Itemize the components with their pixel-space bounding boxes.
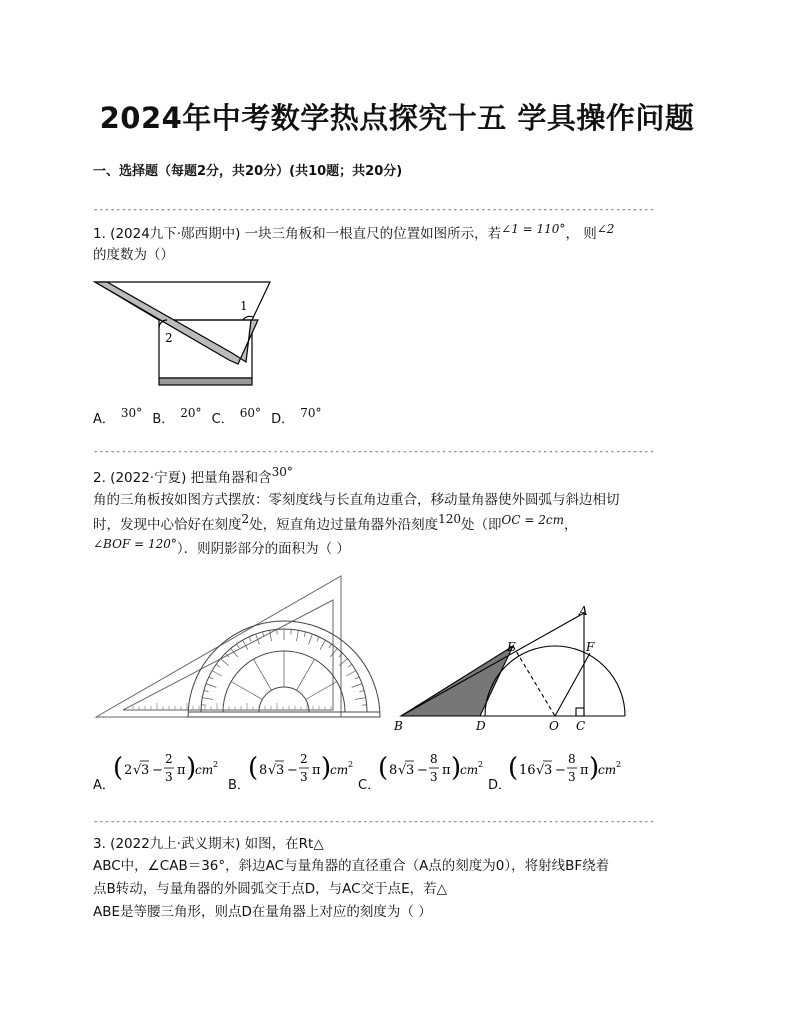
q1-figure xyxy=(93,280,273,390)
fraction-denominator: 3 xyxy=(430,770,438,784)
divider: ---------------------------------------------------------------------------------------------------- xyxy=(93,447,655,457)
paren-right: ) xyxy=(321,753,332,783)
q2-option-a[interactable]: A． ( 2 √ 3 − 2 3 π ) cm 2 xyxy=(93,752,219,793)
paren-left: ( xyxy=(378,753,389,783)
pi-symbol: π xyxy=(442,763,451,778)
protractor-tick xyxy=(220,659,228,666)
q2-stem-line2: 角的三角板按如图方式摆放：零刻度线与长直角边重合，移动量角器使外圆弧与斜边相切 xyxy=(93,492,620,508)
protractor-spoke xyxy=(306,682,337,700)
radicand: 3 xyxy=(544,763,553,778)
protractor-spoke xyxy=(297,659,315,690)
unit: cm xyxy=(460,763,479,777)
q2-point-a: A xyxy=(579,604,588,618)
q2-option-c[interactable]: C． ( 8 √ 3 − 8 3 π ) cm 2 xyxy=(358,752,484,793)
q2-point-f: F xyxy=(586,640,595,654)
protractor-tick xyxy=(329,644,332,648)
q1-option-b-label[interactable]: B． xyxy=(152,412,175,427)
protractor-tick xyxy=(202,698,213,700)
protractor-tick xyxy=(209,677,214,679)
sqrt-sign: √ xyxy=(268,763,277,778)
q3-stem-line3: 点B转动，与量角器的外圆弧交于点D，与AC交于点E，若△ xyxy=(93,881,447,897)
protractor-tick xyxy=(204,691,209,692)
q1-options xyxy=(93,408,327,427)
q3-stem-line2: ABC中，∠CAB＝36°，斜边AC与量角器的直径重合（A点的刻度为0），将射线BF绕着 xyxy=(93,858,610,874)
sqrt-sign: √ xyxy=(536,763,545,778)
paren-right: ) xyxy=(589,753,600,783)
paren-right: ) xyxy=(451,753,462,783)
unit-exponent: 2 xyxy=(616,760,622,769)
sqrt-sign: √ xyxy=(133,763,142,778)
q2-option-d[interactable]: D． ( 16 √ 3 − 8 3 π ) cm 2 xyxy=(488,752,622,793)
coefficient: 8 xyxy=(259,763,268,778)
minus-sign: − xyxy=(152,763,163,778)
unit: cm xyxy=(598,763,617,777)
fraction-numerator: 8 xyxy=(430,752,438,766)
protractor-tick xyxy=(216,664,220,667)
coefficient: 8 xyxy=(389,763,398,778)
divider: ---------------------------------------------------------------------------------------------------- xyxy=(93,205,655,215)
section-title: 一、选择题（每题2分，共20分）(共10题；共20分) xyxy=(93,164,403,179)
protractor-spoke xyxy=(231,682,262,700)
q1-option-a-label[interactable]: A． xyxy=(93,412,115,427)
fraction-denominator: 3 xyxy=(300,770,308,784)
pi-symbol: π xyxy=(312,763,321,778)
fraction-denominator: 3 xyxy=(165,770,173,784)
q3-stem-line1: 3. (2022九上·武义期末) 如图，在Rt△ xyxy=(93,836,324,852)
protractor-tick xyxy=(309,634,313,644)
page-title: 2024年中考数学热点探究十五 学具操作问题 xyxy=(99,101,695,135)
fraction-numerator: 2 xyxy=(165,752,173,766)
q2-protractor-figure xyxy=(93,572,385,720)
q1-option-d-value: 70° xyxy=(300,406,322,420)
radicand: 3 xyxy=(406,763,415,778)
q2-angle-30: 30° xyxy=(271,465,293,479)
fraction-numerator: 2 xyxy=(300,752,308,766)
coefficient: 2 xyxy=(124,763,133,778)
q3-stem-line4: ABE是等腰三角形，则点D在量角器上对应的刻度为（ ） xyxy=(93,904,432,920)
q1-option-d-label[interactable]: D． xyxy=(271,412,295,427)
q2-stem-line4: ∠BOF = 120°）．则阴影部分的面积为（ ） xyxy=(93,537,350,557)
q1-option-c-value: 60° xyxy=(239,406,262,420)
protractor-tick xyxy=(355,698,366,700)
sqrt-sign: √ xyxy=(398,763,407,778)
q1-fig-label-1: 1 xyxy=(240,299,248,313)
q2-point-c: C xyxy=(576,719,586,733)
q2-point-e: E xyxy=(507,640,516,654)
unit: cm xyxy=(195,763,214,777)
protractor-tick xyxy=(346,671,356,677)
minus-sign: − xyxy=(417,763,428,778)
q2-point-d: D xyxy=(476,719,486,733)
unit-exponent: 2 xyxy=(213,760,219,769)
q2-option-b[interactable]: B． ( 8 √ 3 − 2 3 π ) cm 2 xyxy=(228,752,354,793)
q1-stem-line2: 的度数为（） xyxy=(93,247,174,263)
minus-sign: − xyxy=(555,763,566,778)
q1-stem-line1: 1. (2024九下·郧西期中) 一块三角板和一根直尺的位置如图所示，若∠1 = 110°， 则∠2 xyxy=(93,222,615,242)
pi-symbol: π xyxy=(177,763,186,778)
fraction-numerator: 8 xyxy=(568,752,576,766)
minus-sign: − xyxy=(287,763,298,778)
protractor-tick xyxy=(352,684,362,688)
q1-option-a-value: 30° xyxy=(120,406,143,420)
q2-point-b: B xyxy=(394,719,403,733)
q2-geometry-figure xyxy=(390,603,635,733)
protractor-spoke xyxy=(254,659,272,690)
paren-right: ) xyxy=(186,753,197,783)
paren-left: ( xyxy=(113,753,124,783)
protractor-tick xyxy=(297,630,299,641)
coefficient: 16 xyxy=(519,763,536,778)
protractor-tick xyxy=(304,632,305,637)
protractor-tick xyxy=(355,677,360,679)
protractor-tick xyxy=(348,664,352,667)
q1-option-b-value: 20° xyxy=(180,406,202,420)
paren-left: ( xyxy=(508,753,519,783)
q1-angle-given: ∠1 = 110° xyxy=(501,222,566,236)
protractor-tick xyxy=(330,648,337,656)
q1-fig-label-2: 2 xyxy=(165,331,173,345)
q2-stem-line3: 时，发现中心恰好在刻度2处，短直角边过量角器外沿刻度120处（即OC = 2cm， xyxy=(93,512,578,533)
protractor-tick xyxy=(339,659,347,666)
protractor-tick xyxy=(320,640,326,650)
divider: ---------------------------------------------------------------------------------------------------- xyxy=(93,817,655,827)
q2-stem-line1: 2. (2022·宁夏) 把量角器和含30° xyxy=(93,465,293,486)
protractor-tick xyxy=(317,637,319,642)
protractor-tick xyxy=(212,671,222,677)
q2-point-o: O xyxy=(549,719,559,733)
radicand: 3 xyxy=(276,763,285,778)
q1-angle-ask: ∠2 xyxy=(596,222,615,236)
paren-left: ( xyxy=(248,753,259,783)
q1-option-c-label[interactable]: C． xyxy=(211,412,234,427)
protractor-tick xyxy=(206,684,216,688)
protractor-tick xyxy=(359,691,364,692)
protractor-tick xyxy=(236,644,239,648)
pi-symbol: π xyxy=(580,763,589,778)
unit: cm xyxy=(330,763,349,777)
fraction-denominator: 3 xyxy=(568,770,576,784)
protractor-tick xyxy=(263,632,264,637)
radicand: 3 xyxy=(141,763,150,778)
unit-exponent: 2 xyxy=(478,760,484,769)
unit-exponent: 2 xyxy=(348,760,354,769)
protractor-tick xyxy=(249,637,251,642)
